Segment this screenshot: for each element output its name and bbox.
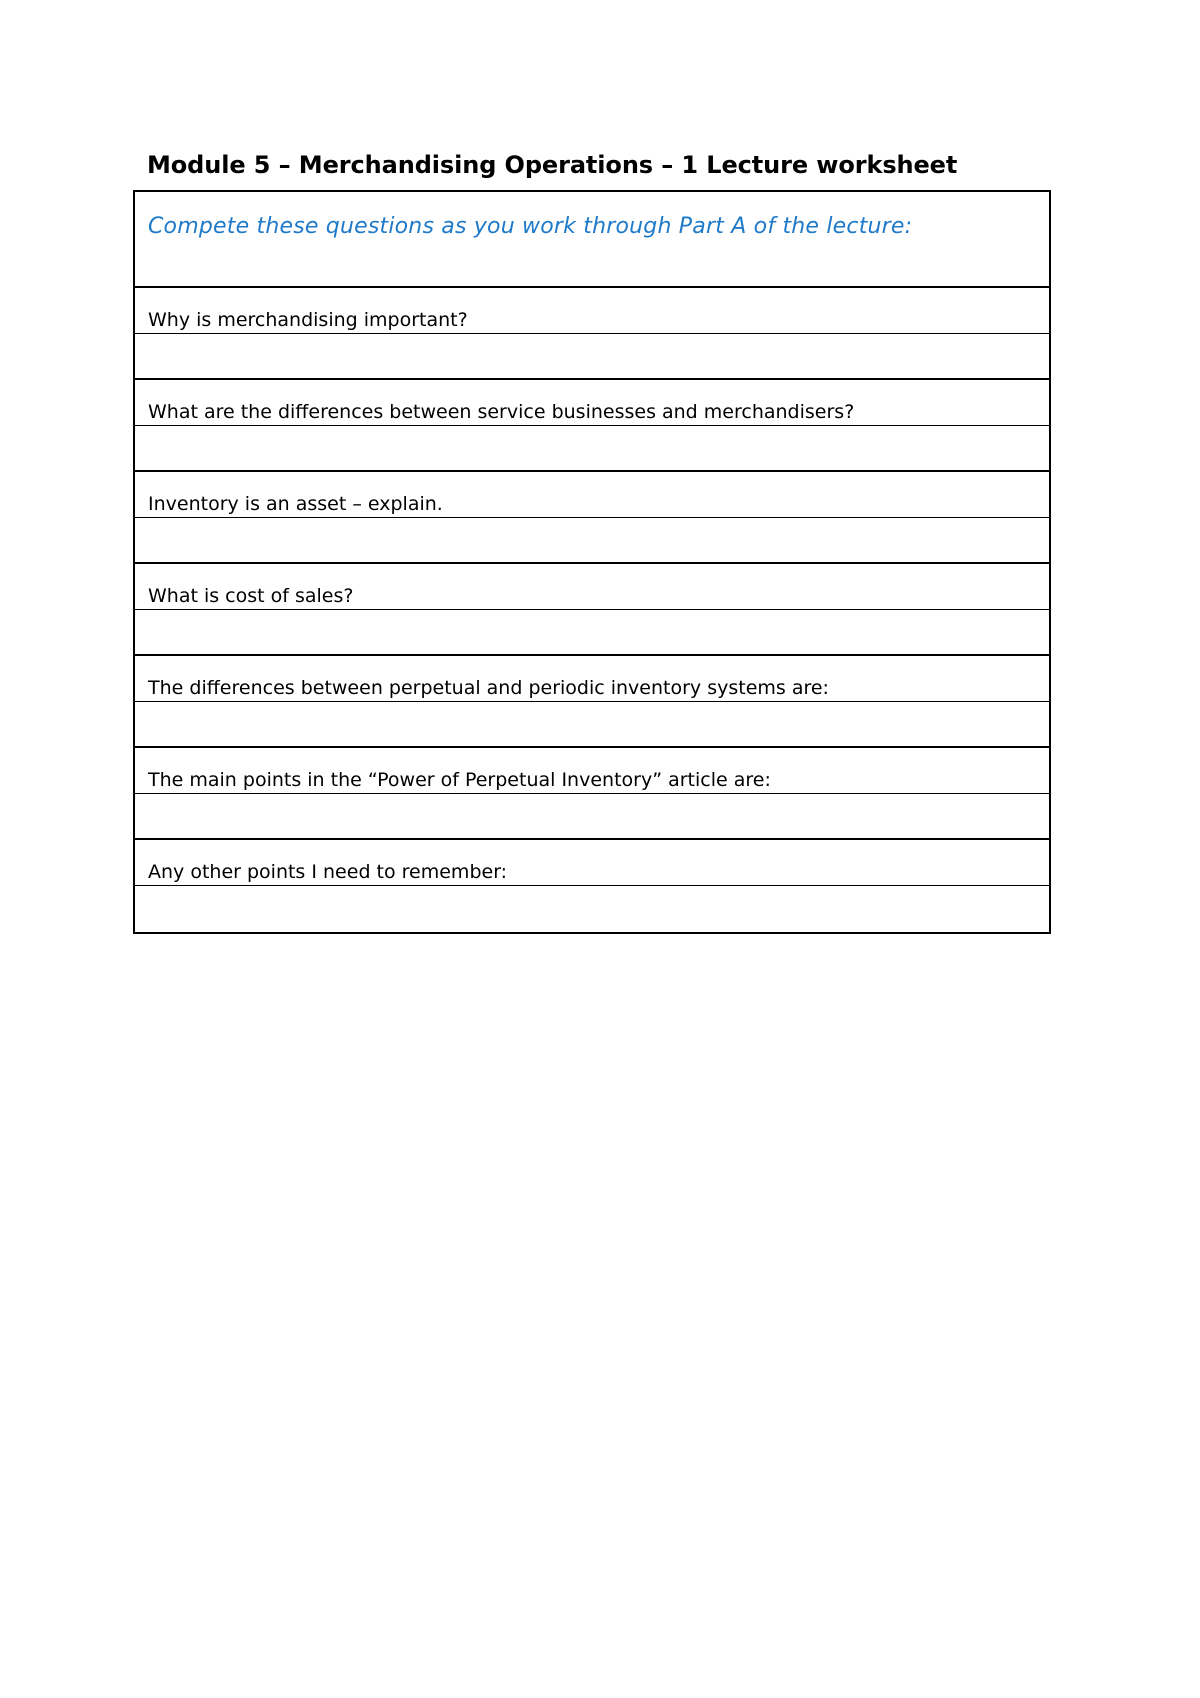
- question-cell: [135, 656, 1049, 702]
- question-cell: [135, 288, 1049, 334]
- answer-field[interactable]: [135, 426, 1049, 472]
- question-prompt: Inventory is an asset – explain.: [148, 493, 443, 515]
- question-cell: [135, 564, 1049, 610]
- answer-field[interactable]: [135, 334, 1049, 380]
- answer-field[interactable]: [135, 518, 1049, 564]
- question-cell: [135, 748, 1049, 794]
- instruction-text: Compete these questions as you work through Part A of the lecture:: [148, 214, 913, 239]
- question-cell: [135, 840, 1049, 886]
- question-prompt: Any other points I need to remember:: [148, 861, 508, 883]
- instruction-cell: [135, 192, 1049, 288]
- question-prompt: What are the differences between service businesses and merchandisers?: [148, 401, 855, 423]
- answer-field[interactable]: [135, 794, 1049, 840]
- question-prompt: The main points in the “Power of Perpetual Inventory” article are:: [148, 769, 771, 791]
- question-prompt: What is cost of sales?: [148, 585, 354, 607]
- question-prompt: Why is merchandising important?: [148, 309, 468, 331]
- answer-field[interactable]: [135, 610, 1049, 656]
- page-title: Module 5 – Merchandising Operations – 1 Lecture worksheet: [147, 151, 958, 179]
- question-prompt: The differences between perpetual and periodic inventory systems are:: [148, 677, 829, 699]
- question-cell: [135, 472, 1049, 518]
- worksheet-table: [133, 190, 1051, 934]
- answer-field[interactable]: [135, 702, 1049, 748]
- answer-field[interactable]: [135, 886, 1049, 932]
- question-cell: [135, 380, 1049, 426]
